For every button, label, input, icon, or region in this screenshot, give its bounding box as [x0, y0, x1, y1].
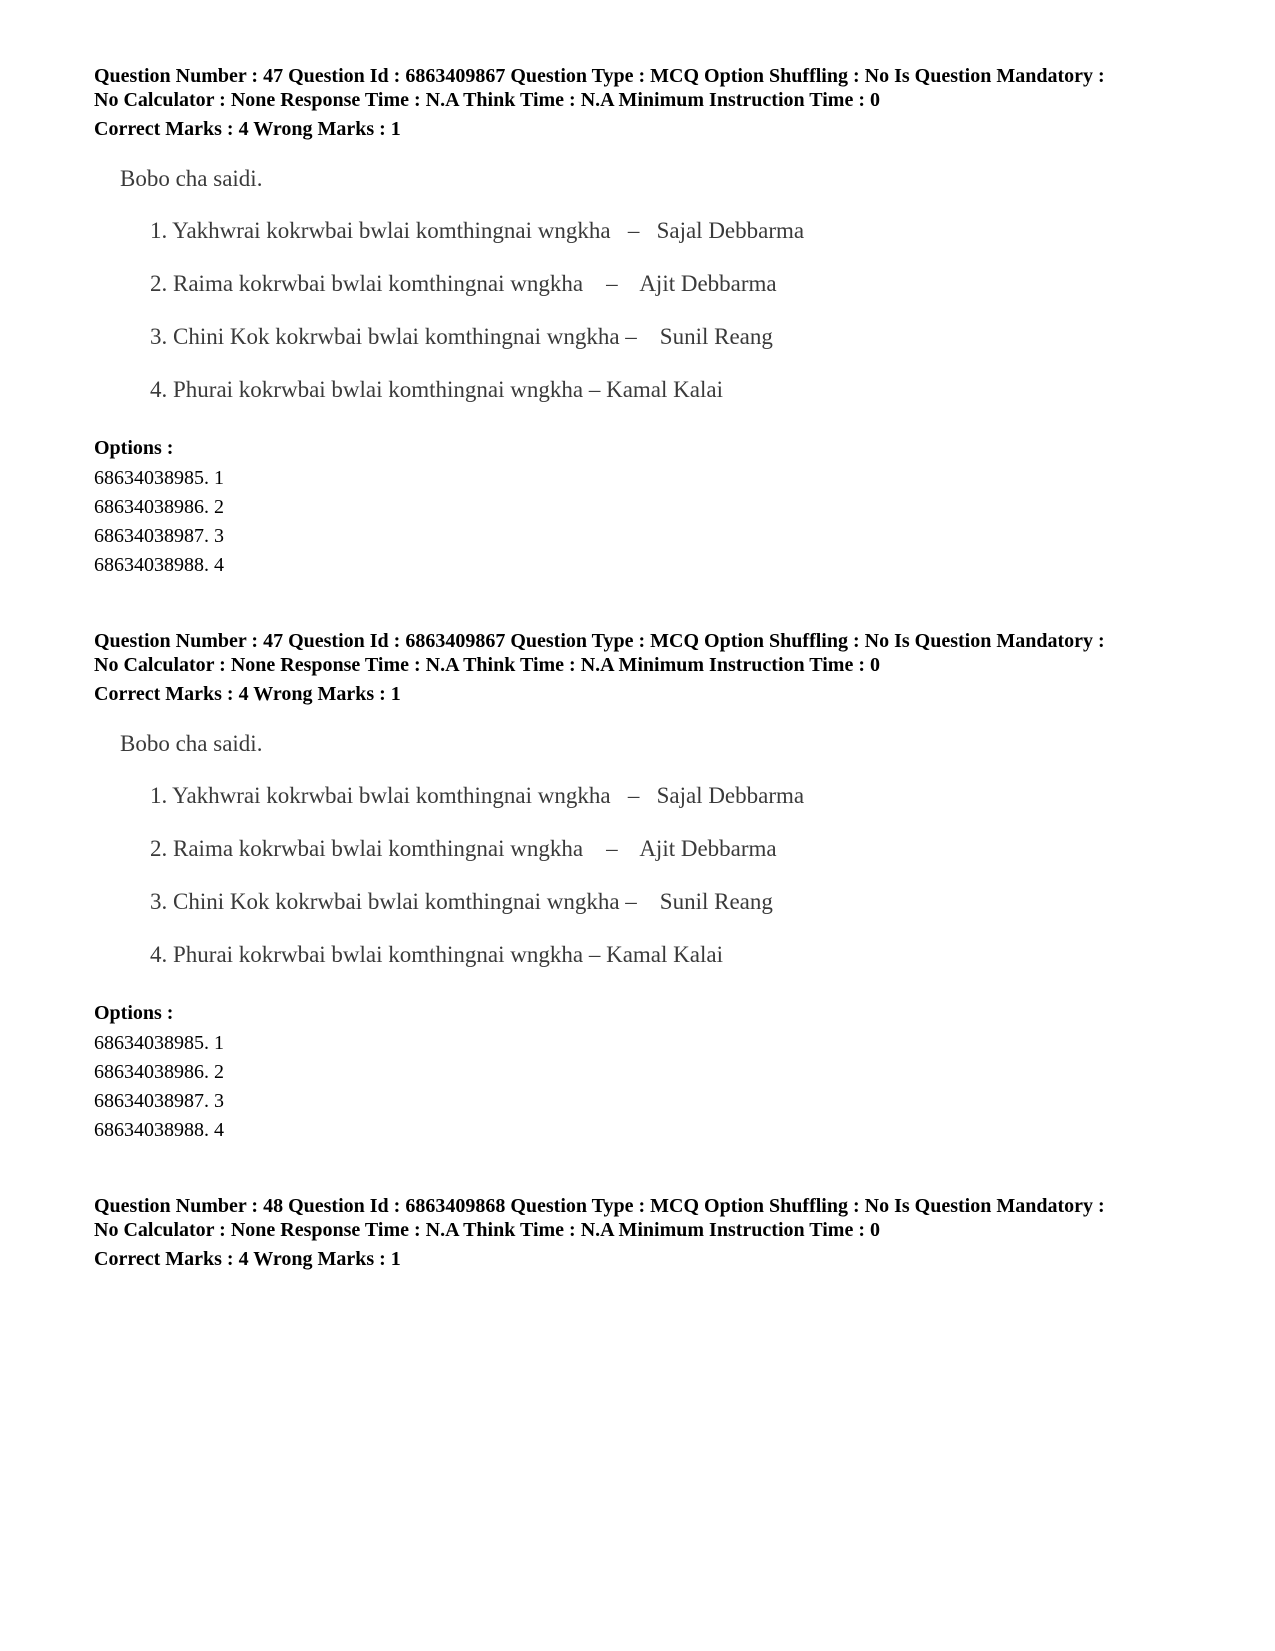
question-item-4: 4. Phurai kokrwbai bwlai komthingnai wngkha – Kamal Kalai: [150, 942, 723, 967]
question-stem: Bobo cha saidi.: [120, 731, 263, 756]
question-item-4: 4. Phurai kokrwbai bwlai komthingnai wngkha – Kamal Kalai: [150, 377, 723, 402]
options-label: Options :: [94, 1002, 174, 1024]
question-item-1: 1. Yakhwrai kokrwbai bwlai komthingnai wngkha – Sajal Debbarma: [150, 783, 805, 808]
option-2: 68634038986. 2: [94, 1061, 224, 1083]
question-image: [94, 165, 854, 420]
question-block-2: [94, 629, 1194, 1145]
option-3: 68634038987. 3: [94, 525, 224, 547]
question-item-3: 3. Chini Kok kokrwbai bwlai komthingnai wngkha – Sunil Reang: [150, 889, 773, 914]
question-header-line1: Question Number : 48 Question Id : 6863409868 Question Type : MCQ Option Shuffling : No Is Question Mandatory :: [94, 1195, 1105, 1217]
option-3: 68634038987. 3: [94, 1090, 224, 1112]
option-4: 68634038988. 4: [94, 554, 224, 576]
question-header-line2: No Calculator : None Response Time : N.A Think Time : N.A Minimum Instruction Time : 0: [94, 89, 880, 111]
question-image: [94, 730, 854, 985]
question-stem: Bobo cha saidi.: [120, 166, 263, 191]
option-1: 68634038985. 1: [94, 467, 224, 489]
option-2: 68634038986. 2: [94, 496, 224, 518]
question-header-line2: No Calculator : None Response Time : N.A Think Time : N.A Minimum Instruction Time : 0: [94, 1219, 880, 1241]
question-item-3: 3. Chini Kok kokrwbai bwlai komthingnai wngkha – Sunil Reang: [150, 324, 773, 349]
question-header-line1: Question Number : 47 Question Id : 6863409867 Question Type : MCQ Option Shuffling : No Is Question Mandatory :: [94, 65, 1105, 87]
question-item-2: 2. Raima kokrwbai bwlai komthingnai wngkha – Ajit Debbarma: [150, 836, 777, 861]
question-item-2: 2. Raima kokrwbai bwlai komthingnai wngkha – Ajit Debbarma: [150, 271, 777, 296]
question-header-line2: No Calculator : None Response Time : N.A Think Time : N.A Minimum Instruction Time : 0: [94, 654, 880, 676]
question-block-3: [94, 1194, 1194, 1271]
option-1: 68634038985. 1: [94, 1032, 224, 1054]
question-header-line1: Question Number : 47 Question Id : 6863409867 Question Type : MCQ Option Shuffling : No Is Question Mandatory :: [94, 630, 1105, 652]
question-block-1: [94, 64, 1194, 580]
option-4: 68634038988. 4: [94, 1119, 224, 1141]
question-marks: Correct Marks : 4 Wrong Marks : 1: [94, 118, 401, 140]
question-item-1: 1. Yakhwrai kokrwbai bwlai komthingnai wngkha – Sajal Debbarma: [150, 218, 805, 243]
question-marks: Correct Marks : 4 Wrong Marks : 1: [94, 683, 401, 705]
question-marks: Correct Marks : 4 Wrong Marks : 1: [94, 1248, 401, 1270]
options-label: Options :: [94, 437, 174, 459]
